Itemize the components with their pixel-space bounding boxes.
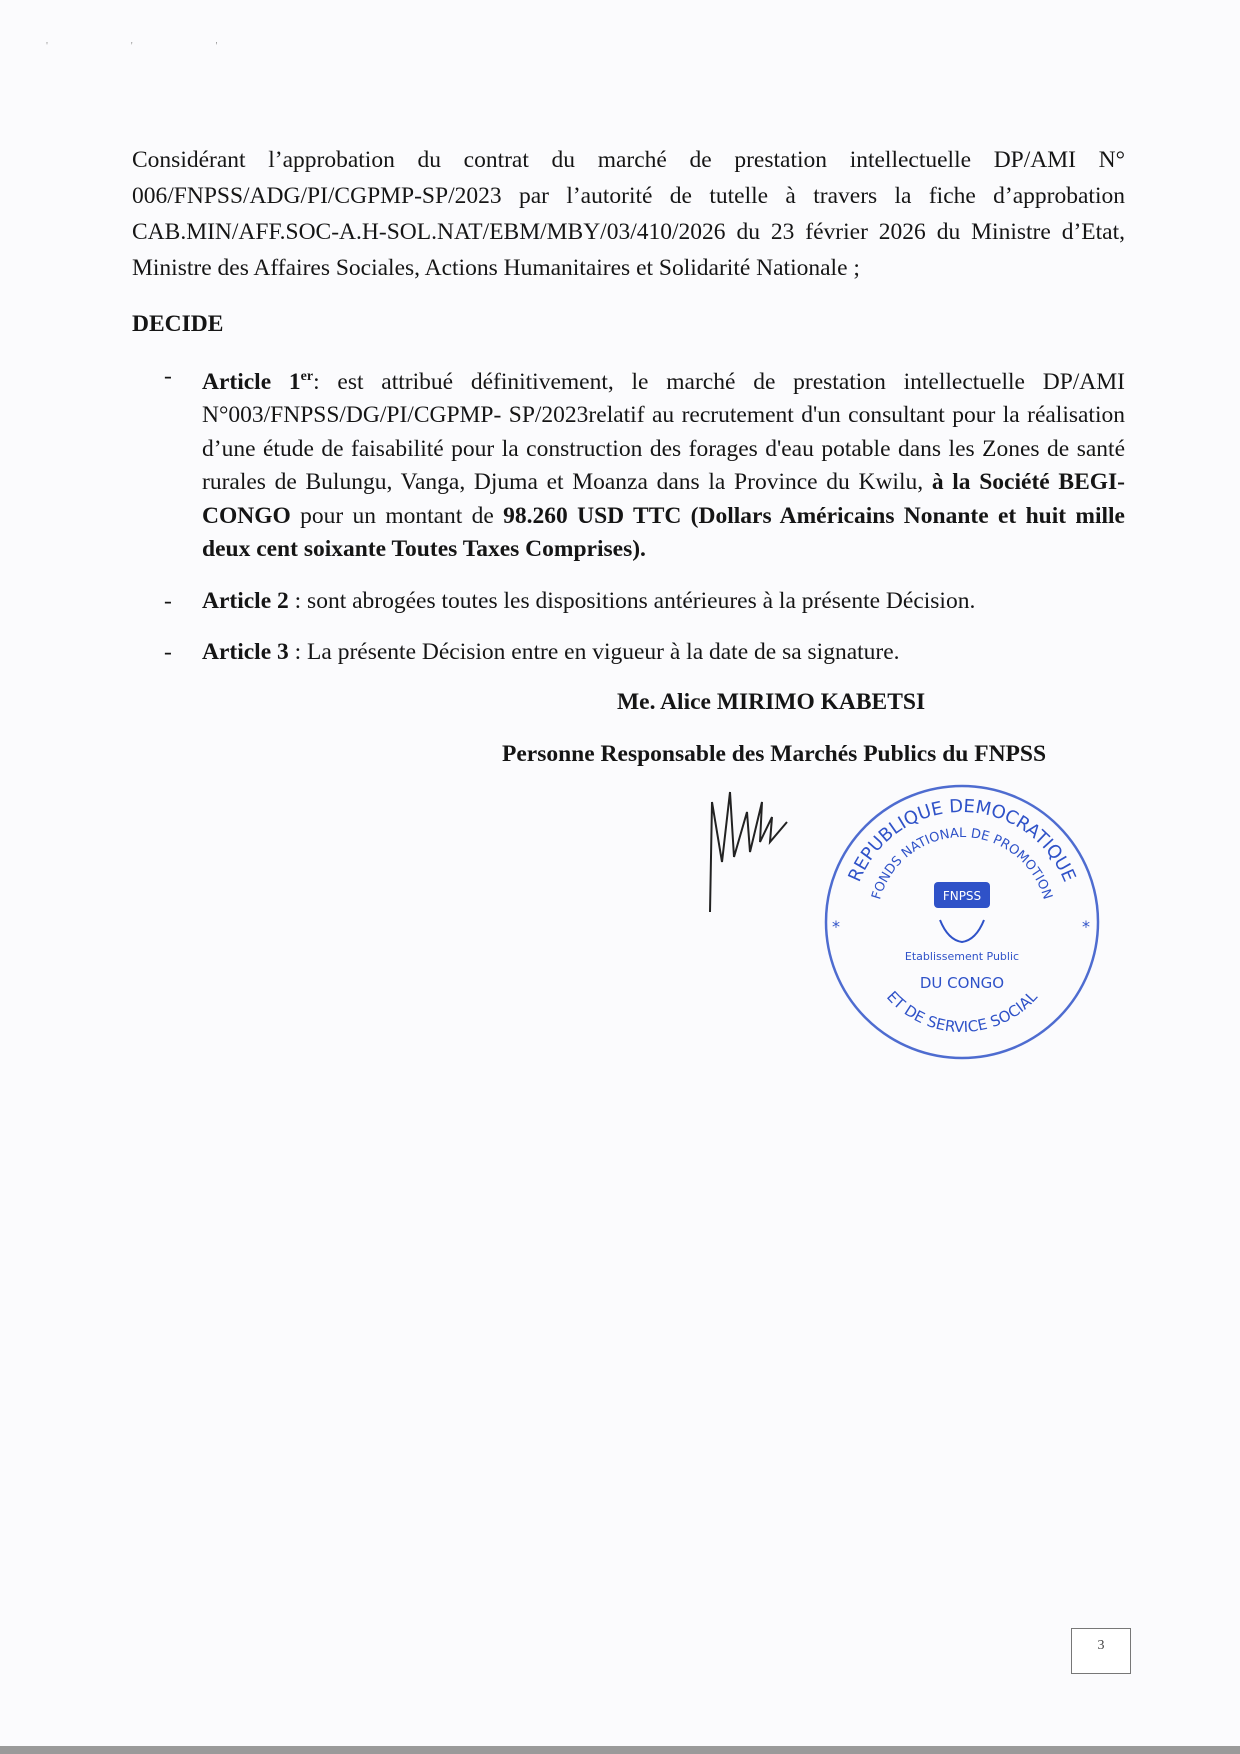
article-3 bbox=[132, 636, 1125, 670]
signatory-role: Personne Responsable des Marchés Publics du FNPSS bbox=[502, 740, 1047, 767]
awardee: à la Société BEGI-CONGO bbox=[202, 469, 1125, 529]
stamp-text: FONDS NATIONAL DE PROMOTION bbox=[869, 825, 1055, 902]
svg-text:ET DE SERVICE SOCIAL bbox=[883, 987, 1041, 1036]
official-stamp bbox=[822, 782, 1102, 1062]
article-text: : sont abrogées toutes les dispositions antérieures à la présente Décision. bbox=[288, 587, 976, 614]
article-label: Article 2 bbox=[202, 587, 289, 614]
article-sup: er bbox=[300, 369, 314, 384]
article-2 bbox=[132, 585, 1125, 619]
signature-block bbox=[692, 782, 1125, 1062]
stamp-text: ET DE SERVICE SOCIAL bbox=[883, 987, 1041, 1036]
scan-marks: ' ' ' bbox=[46, 40, 258, 52]
decide-heading: DECIDE bbox=[132, 311, 224, 337]
svg-text:*: * bbox=[1082, 916, 1090, 936]
article-label: Article 1 bbox=[202, 368, 301, 395]
bullet: - bbox=[164, 587, 172, 614]
article-text: : est attribué définitivement, le marché de prestation intellectuelle DP/AMI N°003/FNPSS/DG/PI/CGPMP- SP/2023relatif au recrutement d'un consultant pour la réalisation d’une étude de faisabilité pour la construction des forages d'eau potable dans les Zones de santé rurales de Bulungu, Vanga, Djuma et Moanza dans la Province du Kwilu, bbox=[202, 368, 1125, 496]
document-body bbox=[132, 142, 1125, 1062]
signatory-name: Me. Alice MIRIMO KABETSI bbox=[617, 688, 926, 715]
svg-text:*: * bbox=[832, 916, 840, 936]
preamble-paragraph: Considérant l’approbation du contrat du marché de prestation intellectuelle DP/AMI N° 006/FNPSS/ADG/PI/CGPMP-SP/2023 par l’autorité de tutelle à travers la fiche d’approbation CAB.MIN/AFF.SOC-A.H-SOL.NAT/EBM/MBY/03/410/2026 du 23 février 2026 du Ministre d’Etat, Ministre des Affaires Sociales, Actions Humanitaires et Solidarité Nationale ; bbox=[132, 147, 1125, 281]
bullet: - bbox=[164, 639, 172, 666]
scan-edge bbox=[0, 1746, 1240, 1754]
article-label: Article 3 bbox=[202, 639, 289, 666]
stamp-text: Etablissement Public bbox=[904, 949, 1020, 963]
amount: 98.260 USD TTC (Dollars Américains Nonante et huit mille deux cent soixante Toutes Taxes Comprises). bbox=[202, 502, 1125, 563]
article-text: : La présente Décision entre en vigueur à la date de sa signature. bbox=[288, 639, 900, 666]
stamp-logo: FNPSS bbox=[942, 888, 982, 903]
stamp-text: REPUBLIQUE DEMOCRATIQUE bbox=[844, 795, 1080, 885]
handwritten-signature bbox=[692, 782, 802, 912]
article-1 bbox=[132, 360, 1125, 567]
bullet: - bbox=[164, 363, 172, 389]
page-number: 3 bbox=[1071, 1628, 1131, 1674]
stamp-text: DU CONGO bbox=[919, 973, 1005, 992]
article-text: pour un montant de bbox=[290, 502, 504, 529]
